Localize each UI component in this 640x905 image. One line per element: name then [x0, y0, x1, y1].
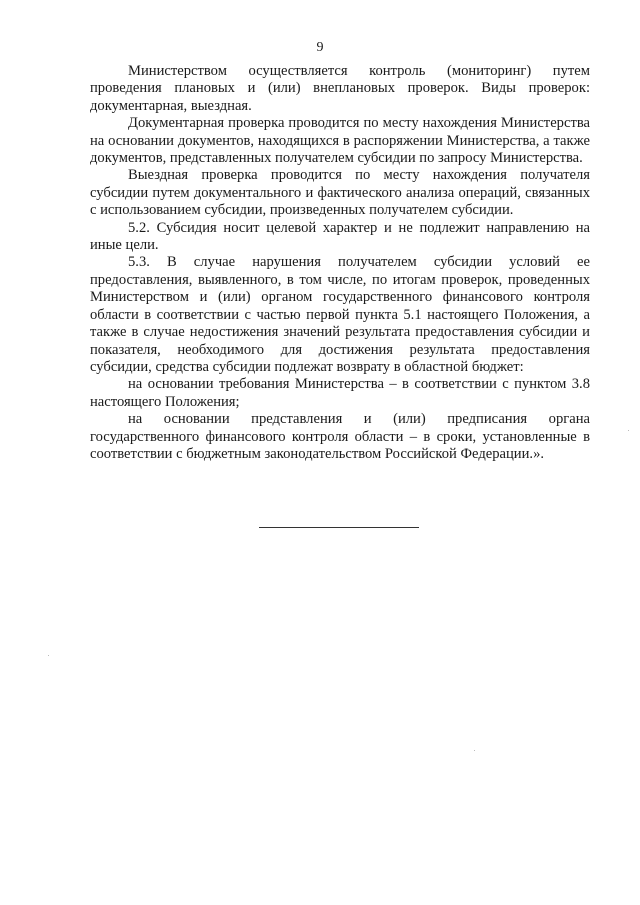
document-body [90, 63, 590, 463]
closing-divider-line [259, 527, 419, 528]
paragraph-5-2: 5.2. Субсидия носит целевой характер и не подлежит направлению на иные цели. [90, 219, 590, 254]
paragraph-monitoring: Министерством осуществляется контроль (мониторинг) путем проведения плановых и (или) внеплановых проверок. Виды проверок: документарная, выездная. [90, 63, 590, 114]
paragraph-5-3: 5.3. В случае нарушения получателем субсидии условий ее предоставления, выявленного, в том числе, по итогам проверок, проведенных Министерством и (или) органом государственного финансового контроля области в соответствии с частью первой пункта 5.1 настоящего Положения, а также в случае недостижения значений результата предоставления субсидии и показателя, необходимого для достижения результата предоставления субсидии, средства субсидии подлежат возврату в областной бюджет: [90, 254, 590, 375]
paragraph-documentary-check: Документарная проверка проводится по месту нахождения Министерства на основании документов, находящихся в распоряжении Министерства, а также документов, представленных получателем субсидии по запросу Министерства. [90, 115, 590, 167]
paragraph-financial-control: на основании представления и (или) предписания органа государственного финансового контроля области – в сроки, установленные в соответствии с бюджетным законодательством Российской Федерации.». [90, 411, 590, 462]
scan-speck [628, 430, 629, 431]
scan-speck [48, 655, 49, 656]
paragraph-ministry-demand: на основании требования Министерства – в соответствии с пунктом 3.8 настоящего Положения; [90, 376, 590, 410]
scan-speck [474, 750, 475, 751]
paragraph-field-check: Выездная проверка проводится по месту нахождения получателя субсидии путем документального и фактического анализа операций, связанных с использованием субсидии, произведенных получателем субсидии. [90, 167, 590, 219]
page-number: 9 [316, 40, 324, 55]
